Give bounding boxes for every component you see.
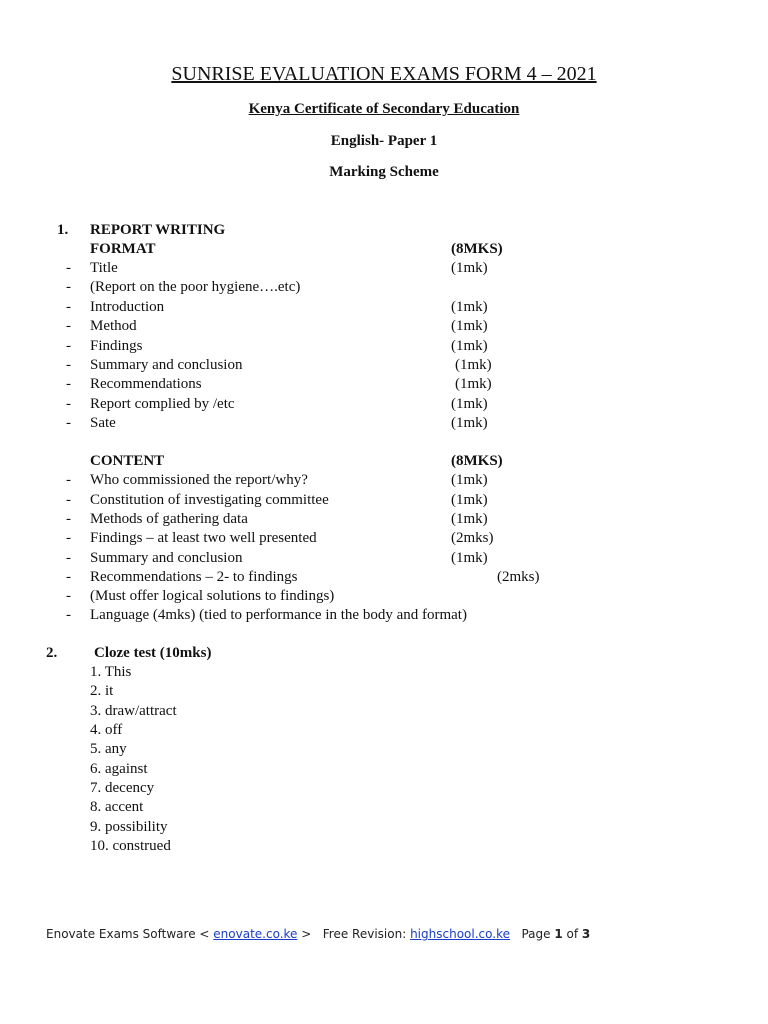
item-mark: (1mk) bbox=[451, 260, 488, 276]
question-1-heading-row bbox=[0, 220, 768, 240]
footer-page-current: 1 bbox=[554, 927, 563, 941]
list-item: - Constitution of investigating committee (1mk) bbox=[66, 492, 488, 508]
footer-software-close: > bbox=[301, 927, 312, 941]
cloze-answer: 6. against bbox=[90, 761, 148, 777]
format-marks: (8MKS) bbox=[451, 241, 503, 257]
footer-page-of: of bbox=[566, 927, 579, 941]
format-heading-row bbox=[0, 239, 768, 259]
question-heading: Cloze test (10mks) bbox=[94, 645, 212, 661]
item-label: Title bbox=[90, 260, 118, 276]
item-mark: (2mks) bbox=[451, 530, 494, 546]
list-item: - Method (1mk) bbox=[66, 318, 488, 334]
list-item: - Recommendations – 2- to findings (2mks) bbox=[66, 569, 540, 585]
list-item bbox=[0, 759, 768, 779]
item-label: Methods of gathering data bbox=[90, 511, 248, 527]
list-item: - (Must offer logical solutions to findings) bbox=[66, 588, 335, 604]
item-label: Findings – at least two well presented bbox=[90, 530, 317, 546]
item-label: Recommendations – 2- to findings bbox=[90, 569, 298, 585]
item-mark: (1mk) bbox=[451, 338, 488, 354]
list-item bbox=[0, 720, 768, 740]
list-item: - Who commissioned the report/why? (1mk) bbox=[66, 472, 488, 488]
cloze-answer: 8. accent bbox=[90, 799, 144, 815]
item-label: Constitution of investigating committee bbox=[90, 492, 329, 508]
cloze-answer: 2. it bbox=[90, 683, 114, 699]
list-item bbox=[0, 739, 768, 759]
item-label: Who commissioned the report/why? bbox=[90, 472, 308, 488]
footer-page-total: 3 bbox=[581, 927, 591, 941]
highschool-link[interactable]: highschool.co.ke bbox=[410, 927, 510, 941]
question-heading: REPORT WRITING bbox=[90, 222, 226, 238]
item-mark: (1mk) bbox=[451, 550, 488, 566]
item-label: Sate bbox=[90, 415, 116, 431]
item-label: Summary and conclusion bbox=[90, 550, 243, 566]
list-item bbox=[0, 778, 768, 798]
item-mark: (1mk) bbox=[455, 376, 492, 392]
list-item: - Summary and conclusion (1mk) bbox=[66, 550, 488, 566]
question-2-heading-row bbox=[0, 643, 768, 663]
question-number: 2. bbox=[46, 645, 58, 661]
content-marks: (8MKS) bbox=[451, 453, 503, 469]
item-label: Report complied by /etc bbox=[90, 396, 235, 412]
cloze-answer: 3. draw/attract bbox=[90, 703, 177, 719]
item-mark: (1mk) bbox=[451, 511, 488, 527]
list-item bbox=[0, 681, 768, 701]
list-item bbox=[0, 662, 768, 682]
list-item: - Sate (1mk) bbox=[66, 415, 488, 431]
list-item: - Introduction (1mk) bbox=[66, 299, 488, 315]
footer-software-text: Enovate Exams Software < bbox=[46, 927, 210, 941]
question-number: 1. bbox=[57, 222, 69, 238]
list-item: - Report complied by /etc (1mk) bbox=[66, 396, 488, 412]
item-label: Language (4mks) (tied to performance in the body and format) bbox=[90, 607, 467, 623]
format-heading: FORMAT bbox=[90, 241, 156, 257]
item-mark: (1mk) bbox=[451, 472, 488, 488]
cloze-answer: 5. any bbox=[90, 741, 127, 757]
item-label: Introduction bbox=[90, 299, 165, 315]
item-mark: (1mk) bbox=[451, 415, 488, 431]
item-label: Findings bbox=[90, 338, 143, 354]
list-item bbox=[0, 701, 768, 721]
cloze-answer: 10. construed bbox=[90, 838, 171, 854]
scheme-title: Marking Scheme bbox=[329, 164, 439, 180]
footer-page-word: Page bbox=[521, 927, 551, 941]
cloze-answer: 4. off bbox=[90, 722, 123, 738]
item-mark: (1mk) bbox=[451, 299, 488, 315]
item-mark: (1mk) bbox=[451, 318, 488, 334]
item-mark: (1mk) bbox=[451, 492, 488, 508]
list-item: - Findings (1mk) bbox=[66, 338, 488, 354]
list-item: - Recommendations (1mk) bbox=[66, 376, 492, 392]
list-item: - Methods of gathering data (1mk) bbox=[66, 511, 488, 527]
cloze-answer: 9. possibility bbox=[90, 819, 168, 835]
content-heading: CONTENT bbox=[90, 453, 165, 469]
list-item: - Findings – at least two well presented (2mks) bbox=[66, 530, 494, 546]
item-label: (Must offer logical solutions to findings) bbox=[90, 588, 335, 604]
item-label: (Report on the poor hygiene….etc) bbox=[90, 279, 301, 295]
list-item: - Language (4mks) (tied to performance in the body and format) bbox=[66, 607, 467, 623]
cloze-answer: 7. decency bbox=[90, 780, 155, 796]
cloze-answer: 1. This bbox=[90, 664, 132, 680]
item-mark: (1mk) bbox=[451, 396, 488, 412]
item-label: Method bbox=[90, 318, 137, 334]
list-item: - Summary and conclusion (1mk) bbox=[66, 357, 492, 373]
footer-revision-text: Free Revision: bbox=[322, 927, 407, 941]
list-item bbox=[0, 797, 768, 817]
item-mark: (2mks) bbox=[497, 569, 540, 585]
paper-title: English- Paper 1 bbox=[330, 133, 438, 149]
page-footer bbox=[46, 925, 590, 943]
list-item: - (Report on the poor hygiene….etc) bbox=[66, 279, 301, 295]
list-item bbox=[0, 836, 768, 856]
item-mark: (1mk) bbox=[455, 357, 492, 373]
list-item bbox=[0, 817, 768, 837]
exam-title: SUNRISE EVALUATION EXAMS FORM 4 – 2021 bbox=[171, 63, 597, 85]
item-label: Summary and conclusion bbox=[90, 357, 243, 373]
enovate-link[interactable]: enovate.co.ke bbox=[213, 927, 298, 941]
list-item: - Title (1mk) bbox=[66, 260, 488, 276]
certificate-title: Kenya Certificate of Secondary Education bbox=[248, 101, 520, 117]
item-label: Recommendations bbox=[90, 376, 202, 392]
content-heading-row bbox=[0, 451, 768, 471]
